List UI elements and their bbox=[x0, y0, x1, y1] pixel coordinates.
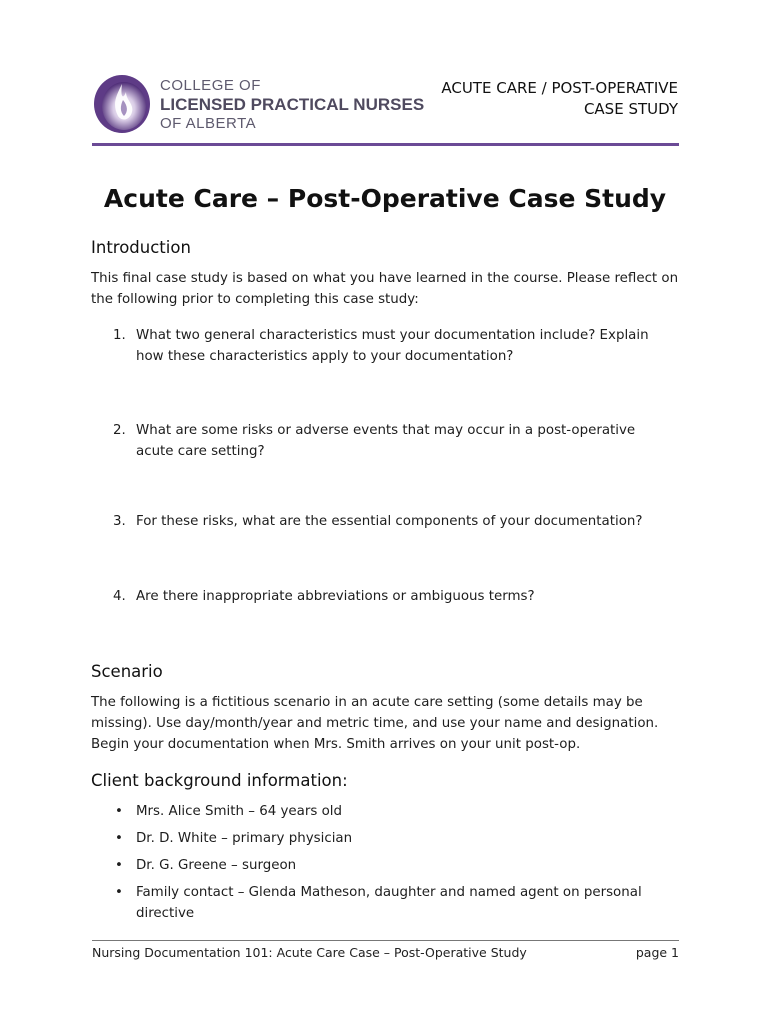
footer-divider bbox=[92, 940, 679, 941]
list-item bbox=[113, 855, 673, 876]
list-item-text: Mrs. Alice Smith – 64 years old bbox=[136, 804, 343, 819]
list-item-text: Dr. G. Greene – surgeon bbox=[136, 858, 297, 873]
header-divider bbox=[92, 143, 679, 146]
bullet-icon: • bbox=[115, 885, 123, 900]
list-item bbox=[113, 801, 673, 822]
bullet-icon: • bbox=[115, 831, 123, 846]
college-name bbox=[160, 78, 424, 131]
logo-line-1: COLLEGE OF bbox=[160, 77, 261, 94]
question-text: For these risks, what are the essential components of your documentation? bbox=[136, 514, 643, 529]
bullet-icon: • bbox=[115, 858, 123, 873]
list-item-text: Family contact – Glenda Matheson, daughter and named agent on personal directive bbox=[136, 885, 642, 921]
question-item bbox=[113, 420, 673, 462]
bullet-icon: • bbox=[115, 804, 123, 819]
client-background-heading: Client background information: bbox=[91, 771, 348, 790]
header-line-2: CASE STUDY bbox=[583, 100, 678, 118]
list-item bbox=[113, 882, 673, 924]
list-item-text: Dr. D. White – primary physician bbox=[136, 831, 353, 846]
logo-line-2: LICENSED PRACTICAL NURSES bbox=[160, 95, 425, 114]
header-line-1: ACUTE CARE / POST-OPERATIVE bbox=[441, 79, 678, 97]
question-number: 2. bbox=[113, 423, 126, 438]
introduction-heading: Introduction bbox=[91, 238, 191, 257]
question-text: What are some risks or adverse events that may occur in a post-operative acute care setting? bbox=[136, 423, 636, 459]
question-number: 3. bbox=[113, 514, 126, 529]
question-text: Are there inappropriate abbreviations or ambiguous terms? bbox=[136, 589, 535, 604]
introduction-paragraph: This final case study is based on what you have learned in the course. Please reflect on the following prior to completing this case study: bbox=[91, 271, 679, 307]
question-number: 4. bbox=[113, 589, 126, 604]
scenario-paragraph: The following is a fictitious scenario in an acute care setting (some details may be missing). Use day/month/year and metric time, and use your name and designation. Begin your documentation when Mrs. Smith arrives on your unit post-op. bbox=[91, 695, 659, 752]
question-item bbox=[113, 325, 673, 367]
page-number: page 1 bbox=[635, 945, 679, 960]
question-item bbox=[113, 586, 673, 607]
scenario-heading: Scenario bbox=[91, 662, 163, 681]
document-header bbox=[441, 78, 678, 120]
logo-line-3: OF ALBERTA bbox=[160, 115, 257, 132]
page-title: Acute Care – Post-Operative Case Study bbox=[103, 184, 667, 213]
question-item bbox=[113, 511, 673, 532]
question-number: 1. bbox=[113, 328, 126, 343]
question-text: What two general characteristics must your documentation include? Explain how these characteristics apply to your documentation? bbox=[136, 328, 649, 364]
footer-document-title: Nursing Documentation 101: Acute Care Case – Post-Operative Study bbox=[92, 945, 527, 960]
list-item bbox=[113, 828, 673, 849]
